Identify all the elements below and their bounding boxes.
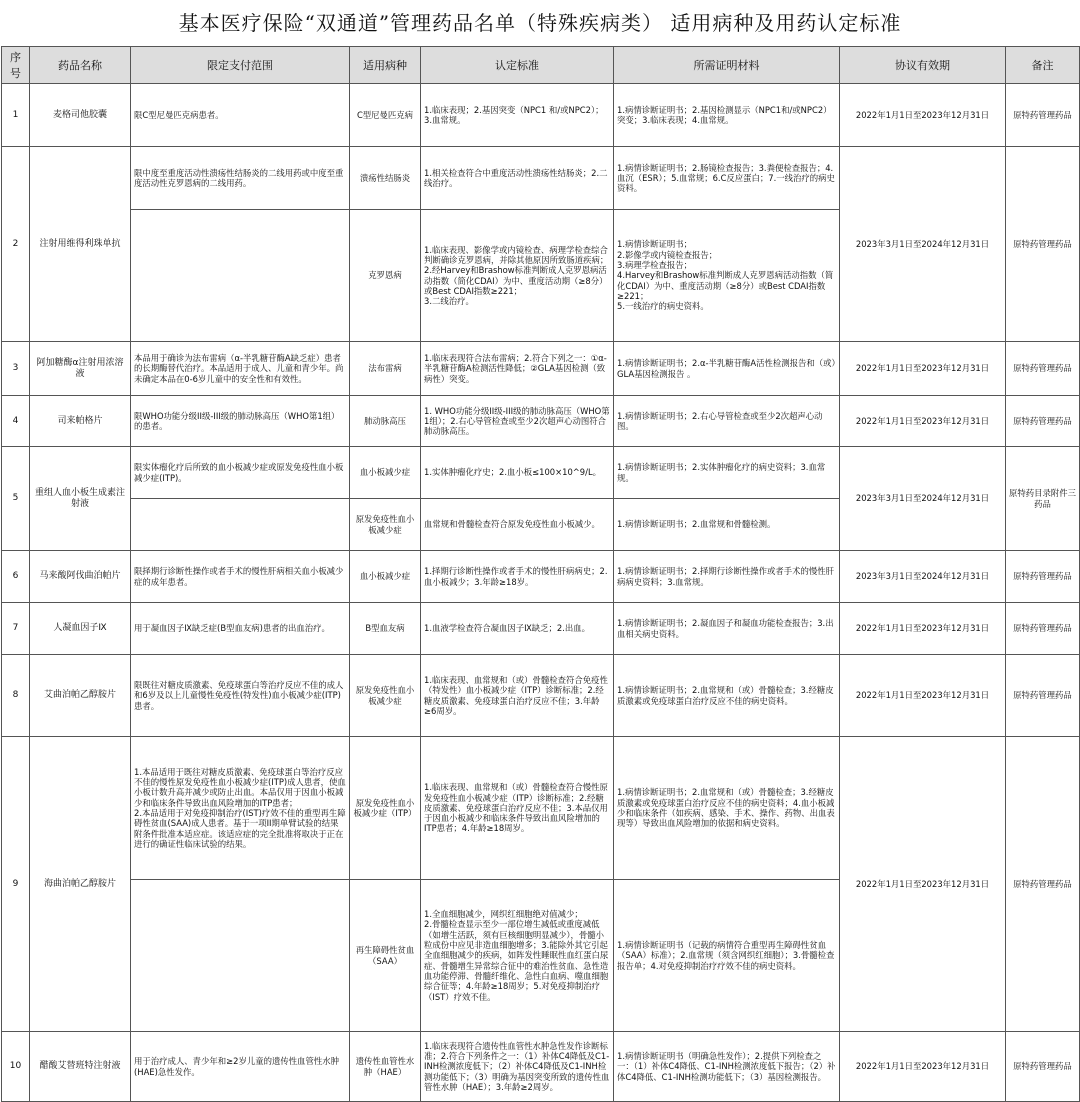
disease: 血小板减少症 xyxy=(350,447,421,499)
materials: 1.病情诊断证明书；2.α-半乳糖苷酶A活性检测报告和（或）GLA基因检测报告 。 xyxy=(614,342,840,396)
criteria: 1.临床表现、血常规和（或）骨髓检查符合免疫性（特发性）血小板减少症（ITP）诊断标准；2.经糖皮质激素、免疫球蛋白治疗反应不佳；3.年龄≥6周岁。 xyxy=(421,655,614,737)
agreement-period: 2022年1月1日至2023年12月31日 xyxy=(840,655,1006,737)
materials: 1.病情诊断证明书；2.基因检测显示（NPC1和/或NPC2）突变；3.临床表现；4.血常规。 xyxy=(614,84,840,147)
criteria: 1.全血细胞减少，网织红细胞绝对值减少； 2.骨髓检查显示至少一部位增生减低或重度减低（如增生活跃，须有巨核细胞明显减少），骨髓小粒成份中应见非造血细胞增多；3.能除外其它引起全血细胞减少的疾病，如阵发性睡眠性血红蛋白尿症、骨髓增生异常综合征中的难治性贫血、急性造血功能停滞、骨髓纤维化、急性白血病、噬血细胞综合征等；4.年龄≥18周岁；5.对免疫抑制治疗（IST）疗效不佳。 xyxy=(421,880,614,1032)
row-number: 3 xyxy=(2,342,30,396)
document-title: 基本医疗保险“双通道”管理药品名单（特殊疾病类） 适用病种及用药认定标准 xyxy=(178,11,902,35)
header-name: 药品名称 xyxy=(30,47,131,84)
materials: 1.病情诊断证明书； 2.影像学或内镜检查报告； 3.病理学检查报告； 4.Harvey和Brashow标准判断成人克罗恩病活动指数（简化CDAI）为中、重度活动期（≥8分）或Best CDAI指数≥221； 5.一线治疗的病史资料。 xyxy=(614,210,840,342)
header-materials: 所需证明材料 xyxy=(614,47,840,84)
disease: 再生障碍性贫血（SAA） xyxy=(350,880,421,1032)
disease: 肺动脉高压 xyxy=(350,396,421,447)
drug-name: 马来酸阿伐曲泊帕片 xyxy=(30,551,131,603)
payment-scope: 限择期行诊断性操作或者手术的慢性肝病相关血小板减少症的成年患者。 xyxy=(131,551,350,603)
row-number: 2 xyxy=(2,147,30,342)
agreement-period: 2022年1月1日至2023年12月31日 xyxy=(840,396,1006,447)
note: 原特药管理药品 xyxy=(1006,551,1080,603)
row-number: 1 xyxy=(2,84,30,147)
agreement-period: 2022年1月1日至2023年12月31日 xyxy=(840,737,1006,1032)
row-number: 8 xyxy=(2,655,30,737)
drug-name: 醋酸艾替班特注射液 xyxy=(30,1032,131,1102)
materials: 1.病情诊断证明书；2.血常规和（或）骨髓检查；3.经糖皮质激素或免疫球蛋白治疗反应不佳的病史资料。 xyxy=(614,655,840,737)
note: 原特药管理药品 xyxy=(1006,342,1080,396)
agreement-period: 2022年1月1日至2023年12月31日 xyxy=(840,84,1006,147)
disease: 遗传性血管性水肿（HAE） xyxy=(350,1032,421,1102)
materials: 1.病情诊断证明书；2.肠镜检查报告；3.粪便检查报告；4.血沉（ESR）；5.血常规；6.C反应蛋白；7.一线治疗的病史资料。 xyxy=(614,147,840,210)
materials: 1.病情诊断证明书（明确急性发作）；2.提供下列检查之一：（1）补体C4降低、C1-INH检测浓度低下报告；（2）补体C4降低、C1-INH检测功能低下；（3）基因检测报告。 xyxy=(614,1032,840,1102)
criteria: 1.实体肿瘤化疗史；2.血小板≤100×10^9/L。 xyxy=(421,447,614,499)
materials: 1.病情诊断证明书；2.凝血因子和凝血功能检查报告；3.出血相关病史资料。 xyxy=(614,603,840,655)
row-number: 5 xyxy=(2,447,30,551)
table-row xyxy=(2,1032,1080,1102)
note: 原特药管理药品 xyxy=(1006,147,1080,342)
payment-scope: 用于凝血因子Ⅸ缺乏症(B型血友病)患者的出血治疗。 xyxy=(131,603,350,655)
note: 原特药目录附件三药品 xyxy=(1006,447,1080,551)
row-number: 9 xyxy=(2,737,30,1032)
row-number: 4 xyxy=(2,396,30,447)
drug-name: 阿加糖酶α注射用浓溶液 xyxy=(30,342,131,396)
disease: B型血友病 xyxy=(350,603,421,655)
agreement-period: 2023年3月1日至2024年12月31日 xyxy=(840,447,1006,551)
header-disease: 适用病种 xyxy=(350,47,421,84)
header-no: 序号 xyxy=(2,47,30,84)
payment-scope xyxy=(131,210,350,342)
header-note: 备注 xyxy=(1006,47,1080,84)
payment-scope: 限既往对糖皮质激素、免疫球蛋白等治疗反应不佳的成人和6岁及以上儿童慢性免疫性(特发性)血小板减少症(ITP)患者。 xyxy=(131,655,350,737)
disease: 原发免疫性血小板减少症（ITP） xyxy=(350,737,421,880)
table-row xyxy=(2,147,1080,210)
table-row xyxy=(2,551,1080,603)
payment-scope: 限中度至重度活动性溃疡性结肠炎的二线用药或中度至重度活动性克罗恩病的二线用药。 xyxy=(131,147,350,210)
table-row xyxy=(2,603,1080,655)
disease: 溃疡性结肠炎 xyxy=(350,147,421,210)
note: 原特药管理药品 xyxy=(1006,84,1080,147)
criteria: 1.血液学检查符合凝血因子Ⅸ缺乏；2.出血。 xyxy=(421,603,614,655)
criteria: 血常规和骨髓检查符合原发免疫性血小板减少。 xyxy=(421,499,614,551)
criteria: 1.相关检查符合中重度活动性溃疡性结肠炎；2.二线治疗。 xyxy=(421,147,614,210)
note: 原特药管理药品 xyxy=(1006,603,1080,655)
drug-name: 重组人血小板生成素注射液 xyxy=(30,447,131,551)
drug-name: 司来帕格片 xyxy=(30,396,131,447)
header-scope: 限定支付范围 xyxy=(131,47,350,84)
note: 原特药管理药品 xyxy=(1006,737,1080,1032)
disease: 血小板减少症 xyxy=(350,551,421,603)
note: 原特药管理药品 xyxy=(1006,396,1080,447)
payment-scope: 限WHO功能分级II级-III级的肺动脉高压（WHO第1组）的患者。 xyxy=(131,396,350,447)
disease: 原发免疫性血小板减少症 xyxy=(350,499,421,551)
table-row xyxy=(2,447,1080,499)
note: 原特药管理药品 xyxy=(1006,655,1080,737)
header-period: 协议有效期 xyxy=(840,47,1006,84)
agreement-period: 2023年3月1日至2024年12月31日 xyxy=(840,551,1006,603)
criteria: 1.临床表现；2.基因突变（NPC1 和/或NPC2）；3.血常规。 xyxy=(421,84,614,147)
note: 原特药管理药品 xyxy=(1006,1032,1080,1102)
agreement-period: 2022年1月1日至2023年12月31日 xyxy=(840,342,1006,396)
drug-name: 麦格司他胶囊 xyxy=(30,84,131,147)
payment-scope: 本品用于确诊为法布雷病（α-半乳糖苷酶A缺乏症）患者的长期酶替代治疗。本品适用于成人、儿童和青少年。尚未确定本品在0-6岁儿童中的安全性和有效性。 xyxy=(131,342,350,396)
criteria: 1.择期行诊断性操作或者手术的慢性肝病病史；2.血小板减少；3.年龄≥18岁。 xyxy=(421,551,614,603)
disease: C型尼曼匹克病 xyxy=(350,84,421,147)
agreement-period: 2022年1月1日至2023年12月31日 xyxy=(840,1032,1006,1102)
row-number: 6 xyxy=(2,551,30,603)
agreement-period: 2023年3月1日至2024年12月31日 xyxy=(840,147,1006,342)
disease: 法布雷病 xyxy=(350,342,421,396)
materials: 1.病情诊断证明书；2.右心导管检查或至少2次超声心动图。 xyxy=(614,396,840,447)
header-criteria: 认定标准 xyxy=(421,47,614,84)
drug-name: 人凝血因子Ⅸ xyxy=(30,603,131,655)
table-row xyxy=(2,396,1080,447)
payment-scope: 1.本品适用于既往对糖皮质激素、免疫球蛋白等治疗反应不佳的慢性原发免疫性血小板减少症(ITP)成人患者，使血小板计数升高并减少或防止出血。本品仅用于因血小板减少和临床条件导致出血风险增加的ITP患者； 2.本品适用于对免疫抑制治疗(IST)疗效不佳的重型再生障碍性贫血(SAA)成人患者。基于一项II期单臂试验的结果附条件批准本适应症。该适应症的完全批准将取决于正在进行的确证性临床试验的结果。 xyxy=(131,737,350,880)
materials: 1.病情诊断证明书；2.实体肿瘤化疗的病史资料；3.血常规。 xyxy=(614,447,840,499)
payment-scope: 限实体瘤化疗后所致的血小板减少症或原发免疫性血小板减少症(ITP)。 xyxy=(131,447,350,499)
drug-name: 注射用维得利珠单抗 xyxy=(30,147,131,342)
criteria: 1.临床表现、血常规和（或）骨髓检查符合慢性原发免疫性血小板减少症（ITP）诊断标准；2.经糖皮质激素、免疫球蛋白治疗反应不佳；3.本品仅用于因血小板减少和临床条件导致出血风险增加的ITP患者；4.年龄≥18周岁。 xyxy=(421,737,614,880)
drug-table xyxy=(1,46,1080,1102)
materials: 1.病情诊断证明书；2.血常规和骨髓检测。 xyxy=(614,499,840,551)
payment-scope: 用于治疗成人、青少年和≥2岁儿童的遗传性血管性水肿(HAE)急性发作。 xyxy=(131,1032,350,1102)
materials: 1.病情诊断证明书（记载的病情符合重型再生障碍性贫血（SAA）标准）；2.血常规（须含网织红细胞）；3.骨髓检查报告单；4.对免疫抑制治疗疗效不佳的病史资料。 xyxy=(614,880,840,1032)
materials: 1.病情诊断证明书；2.血常规和（或）骨髓检查；3.经糖皮质激素或免疫球蛋白治疗反应不佳的病史资料；4.血小板减少和临床条件（如疾病、感染、手术、操作、药物、出血表现等）导致出血风险增加的依据和病史资料。 xyxy=(614,737,840,880)
drug-name: 海曲泊帕乙醇胺片 xyxy=(30,737,131,1032)
disease: 原发免疫性血小板减少症 xyxy=(350,655,421,737)
table-row xyxy=(2,342,1080,396)
payment-scope: 限C型尼曼匹克病患者。 xyxy=(131,84,350,147)
disease: 克罗恩病 xyxy=(350,210,421,342)
materials: 1.病情诊断证明书；2.择期行诊断性操作或者手术的慢性肝病病史资料；3.血常规。 xyxy=(614,551,840,603)
payment-scope xyxy=(131,499,350,551)
drug-name: 艾曲泊帕乙醇胺片 xyxy=(30,655,131,737)
criteria: 1.临床表现符合遗传性血管性水肿急性发作诊断标准；2.符合下列条件之一：（1）补体C4降低及C1-INH检测浓度低下；（2）补体C4降低及C1-INH检测功能低下；（3）明确为基因突变所致的遗传性血管性水肿（HAE）；3.年龄≥2周岁。 xyxy=(421,1032,614,1102)
criteria: 1. WHO功能分级II级-III级的肺动脉高压（WHO第1组）；2.右心导管检查或至少2次超声心动图符合肺动脉高压。 xyxy=(421,396,614,447)
criteria: 1.临床表现、影像学或内镜检查、病理学检查综合判断确诊克罗恩病，并除其他原因所致肠道疾病； 2.经Harvey和Brashow标准判断成人克罗恩病活动指数（简化CDAI）为中、重度活动期（≥8分）或Best CDAI指数≥221； 3.二线治疗。 xyxy=(421,210,614,342)
criteria: 1.临床表现符合法布雷病；2.符合下列之一：①α-半乳糖苷酶A检测活性降低；②GLA基因检测（致病性）突变。 xyxy=(421,342,614,396)
table-row xyxy=(2,655,1080,737)
header-row xyxy=(2,47,1080,84)
row-number: 7 xyxy=(2,603,30,655)
table-row xyxy=(2,737,1080,880)
row-number: 10 xyxy=(2,1032,30,1102)
payment-scope xyxy=(131,880,350,1032)
agreement-period: 2022年1月1日至2023年12月31日 xyxy=(840,603,1006,655)
table-row xyxy=(2,84,1080,147)
